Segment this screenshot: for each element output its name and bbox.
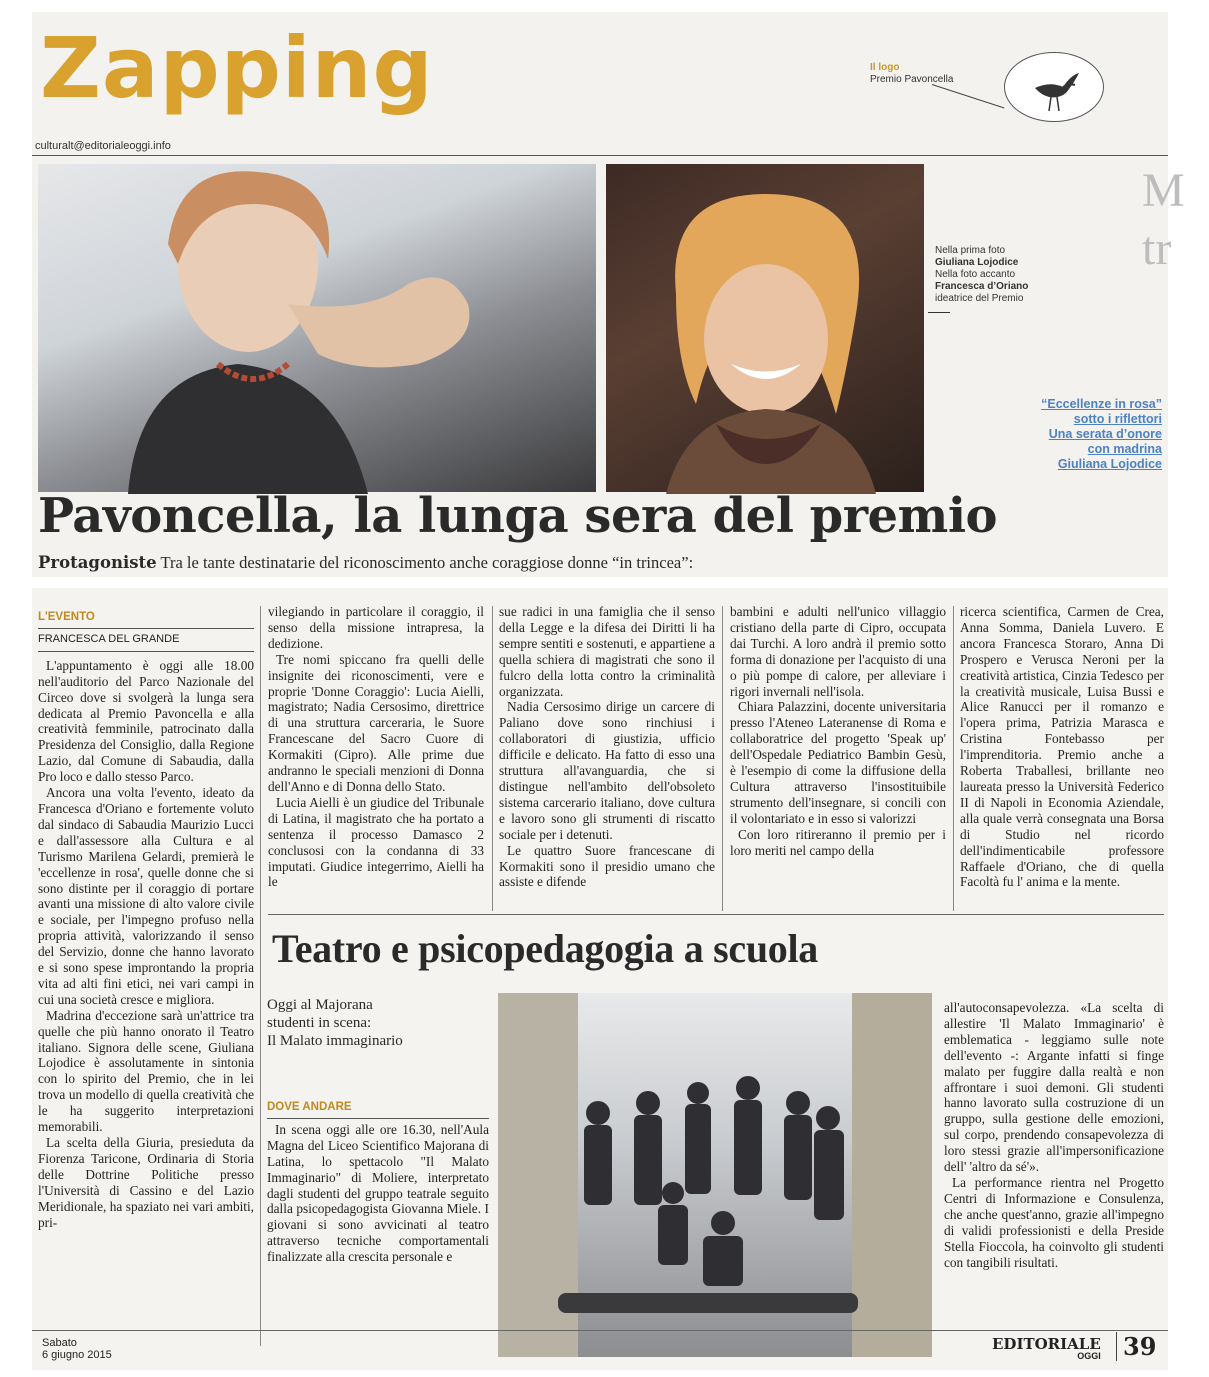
- bottom-clipping: [32, 588, 1168, 1370]
- byline: FRANCESCA DEL GRANDE: [38, 632, 254, 652]
- paragraph: Ancora una volta l'evento, ideato da Francesca d'Oriano e fortemente voluto dal sindaco di Sabaudia Maurizio Lucci e dall'assessore alla Cultura e al Turismo Marilena Gelardi, premierà le 'eccellenze in rosa', quelle donne che si sono distinte per il coraggio di portare avanti una missione di alto valore civile e sociale, per l'impegno profuso nella propria attività, valorizzando il senso del Servizio, donne che hanno lavorato e si sono spese improntando la propria vita ad alti fini etici, nei vari campi in cui una società cresce e migliora.: [38, 785, 254, 1007]
- article2-kicker: [267, 996, 403, 1050]
- page-number: 39: [1116, 1332, 1156, 1361]
- ghost-bleedthrough-text: M tr: [1142, 164, 1185, 275]
- paragraph: In scena oggi alle ore 16.30, nell'Aula Magna del Liceo Scientifico Majorana di Latina, lo spettacolo "Il Malato Immaginario" di Moliere, interpretato dagli studenti del gruppo teatrale seguito dalla psicopedagogista Giovanna Miele. I giovani si sono avvicinati al teatro attraverso tecniche comportamentali finalizzate alla crescita personale e: [267, 1121, 489, 1265]
- footer-rule: [32, 1330, 1168, 1331]
- logo-label: [870, 62, 953, 86]
- article-column-4: [730, 604, 946, 859]
- column-divider: [953, 606, 954, 911]
- group-photo-illustration: [498, 993, 932, 1357]
- photo-students-group: [498, 993, 932, 1357]
- pullquote-line: con madrina: [1087, 442, 1162, 456]
- caption-name: Giuliana Lojodice: [935, 257, 1019, 268]
- contact-email: culturalt@editorialeoggi.info: [35, 140, 171, 152]
- paragraph: Con loro ritireranno il premio per i loro meriti nel campo della: [730, 826, 946, 858]
- kicker-line: studenti in scena:: [267, 1015, 372, 1031]
- kicker-line: Il Malato immaginario: [267, 1033, 403, 1049]
- logo-pointer-line: [932, 84, 1005, 108]
- caption-name: Francesca d’Oriano: [935, 281, 1029, 292]
- lapwing-bird-icon: [1005, 53, 1105, 123]
- paragraph: La performance rientra nel Progetto Centri di Informazione e Consulenza, che anche quest'anno, grazie all'impegno di validi professionisti e della Preside Stella Fioccola, ha coinvolto gli studenti con tangibili risultati.: [944, 1174, 1164, 1270]
- paragraph: Tre nomi spiccano fra quelli delle insignite dei riconoscimenti, vere e proprie 'Donne Coraggio': Lucia Aielli, magistrato; Nadia Cersosimo, direttrice di una struttura carceraria, le Suore Francescane del Sacro Cuore di Kormakiti (Cipro). Alle prime due andranno le speciali menzioni di Donna dell'Anno e di Donna dello Stato.: [268, 651, 484, 794]
- footer-date: [42, 1337, 112, 1361]
- brand-sub: OGGI: [1077, 1351, 1101, 1361]
- article-headline: Pavoncella, la lunga sera del premio: [38, 488, 998, 544]
- paragraph: Lucia Aielli è un giudice del Tribunale di Latina, il magistrato che ha portato a sentenza il processo Damasco 2 conclusosi con la condanna di 33 imputati. Giudice integerrimo, Aielli ha le: [268, 794, 484, 890]
- article2-column-a: [267, 1100, 489, 1265]
- paragraph: Nadia Cersosimo dirige un carcere di Paliano dove sono rinchiusi i collaboratori di giustizia, ufficio difficile e delicato. Ha fatto di esso una struttura all'avanguardia, che si distingue nell'ambito dell'obsoleto sistema carcerario italiano, dove cultura e lavoro sono gli strumenti di riscatto sociale per i detenuti.: [499, 699, 715, 842]
- article2-column-b: [944, 1000, 1164, 1270]
- article-column-5: [960, 604, 1164, 890]
- article-column-3: [499, 604, 715, 890]
- pullquote-line: Una serata d’onore: [1048, 427, 1162, 441]
- caption-line: Nella foto accanto: [935, 269, 1016, 280]
- photo-caption: [935, 245, 1028, 305]
- top-clipping: [32, 12, 1185, 577]
- column-divider: [260, 606, 261, 1346]
- logo-label-name: Premio Pavoncella: [870, 74, 954, 85]
- brand-name: EDITORIALE: [992, 1335, 1101, 1353]
- caption-pointer-line: [928, 312, 950, 313]
- photo-francesca-doriano: [606, 164, 924, 492]
- logo-label-kicker: Il logo: [870, 62, 900, 73]
- caption-line: Nella prima foto: [935, 245, 1006, 256]
- pullquote-line: sotto i riflettori: [1073, 412, 1162, 426]
- caption-line: ideatrice del Premio: [935, 293, 1024, 304]
- subhead-lead: Protagoniste: [38, 553, 157, 572]
- article-column-2: [268, 604, 484, 890]
- pullquote-line: “Eccellenze in rosa”: [1041, 397, 1162, 411]
- article-subhead: [38, 553, 693, 573]
- paragraph: Chiara Palazzini, docente universitaria presso l'Ateneo Lateranense di Roma e collaboratrice del progetto 'Speak up' dell'Ospedale Pediatrico Bambin Gesù, è l'esempio di come la diffusione della Cultura attraverso l'insostituibile strumento dell'insegnare, si concili con il volontariato e in esso si valorizzi: [730, 699, 946, 826]
- article-column-1: [38, 610, 254, 1230]
- paragraph: Madrina d'eccezione sarà un'attrice tra quelle che più hanno onorato il Teatro italiano. Signora delle scene, Giuliana Lojodice è assolutamente in sintonia con lo spirito del Premio, che in lei trova un modello di quella creatività che le ha suggerito interpretazioni memorabili.: [38, 1007, 254, 1135]
- paragraph: ricerca scientifica, Carmen de Crea, Anna Somma, Daniela Luvero. E ancora Francesca Storaro, Anna Di Prospero e Verusca Neroni per la creatività artistica, Cinzia Tedesco per la creatività musicale, Luisa Bussi e Alice Ranucci per il romanzo e l'opera prima, Patrizia Marasca e Cristina Fontebasso per l'imprenditoria. Premio anche a Roberta Traballesi, brillante neo laureata presso la Università Federico II di Napoli in Economia Aziendale, alla quale verrà consegnata una Borsa di Studio nel ricordo dell'indimenticabile professore Raffaele d'Oriano, che di quella Facoltà fu l' anima e la mente.: [960, 604, 1164, 890]
- footer-brand: [992, 1334, 1101, 1361]
- article2-headline: Teatro e psicopedagogia a scuola: [272, 926, 818, 971]
- footer-date-value: 6 giugno 2015: [42, 1349, 112, 1361]
- photo-giuliana-lojodice: [38, 164, 596, 492]
- paragraph: all'autoconsapevolezza. «La scelta di allestire 'Il Malato Immaginario' è emblematica - leggiamo sulle note dell'evento -: Argante infatti si finge malato per fuggire dalla realtà e non affrontare i suoi demoni. Gli studenti hanno lavorato sulla costruzione di un gruppo, sulla gestione delle emozioni, sul corpo, prendendo consapevolezza di loro stessi grazie all'impersonificazione dell' 'altro da sé'».: [944, 1000, 1164, 1175]
- masthead-title: Zapping: [40, 19, 434, 117]
- pullquote-line: Giuliana Lojodice: [1057, 457, 1162, 471]
- paragraph: La scelta della Giuria, presieduta da Fiorenza Taricone, Ordinaria di Storia delle Dottrine Politiche presso l'Università di Cassino e del Lazio Meridionale, ha spaziato nei vari ambiti, pri-: [38, 1135, 254, 1230]
- subhead-text: Tra le tante destinatarie del riconoscimento anche coraggiose donne “in trincea”:: [160, 553, 694, 572]
- pavoncella-logo: [1004, 52, 1104, 122]
- column-divider: [722, 606, 723, 911]
- paragraph: vilegiando in particolare il coraggio, il senso della missione intrapresa, la dedizione.: [268, 604, 484, 651]
- pullquote: [932, 397, 1162, 472]
- portrait-illustration-2: [606, 164, 924, 492]
- kicker-line: Oggi al Majorana: [267, 997, 373, 1013]
- column-divider: [492, 606, 493, 911]
- portrait-illustration: [38, 164, 596, 492]
- paragraph: L'appuntamento è oggi alle 18.00 nell'auditorio del Parco Nazionale del Circeo dove si svolgerà la lunga sera dedicata al Premio Pavoncella e alla creatività femminile, patrocinato dalla Presidenza del Consiglio, dalla Regione Lazio, dal Comune di Sabaudia, dalla Pro loco e dallo stesso Parco.: [38, 657, 254, 785]
- footer-day: Sabato: [42, 1337, 77, 1349]
- masthead-rule: [32, 155, 1168, 156]
- paragraph: bambini e adulti nell'unico villaggio cristiano della parte di Cipro, occupata dai Turchi. A loro andrà il premio sotto forma di donazione per l'acquisto di una o più pompe di calore, per alleviare i rigori invernali nell'isola.: [730, 604, 946, 699]
- paragraph: Le quattro Suore francescane di Kormakiti sono il presidio umano che assiste e difende: [499, 842, 715, 890]
- article-separator: [268, 914, 1164, 915]
- section-label: L'EVENTO: [38, 610, 254, 629]
- section-label: DOVE ANDARE: [267, 1100, 489, 1119]
- paragraph: sue radici in una famiglia che il senso della Legge e la difesa dei Diritti li ha sempre sentiti e sostenuti, e appartiene a quella schiera di magistrati che sono il fulcro della lotta contro la criminalità organizzata.: [499, 604, 715, 699]
